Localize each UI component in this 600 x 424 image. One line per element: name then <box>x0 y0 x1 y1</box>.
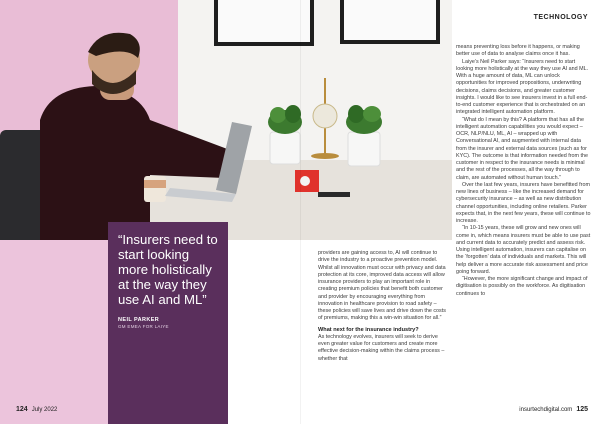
body-paragraph: providers are gaining access to, AI will continue to drive the industry to a proactive prevention model. Whilst all innovation must occur with privacy and data protection at its core, improved data access will allow insurance providers to play an important role in creating premium policies that benefit both customer and provider by encouraging everything from innovation in healthcare provision to road safety – these policies will save lives and drive down the costs of premiums, making this a win-win situation for all.” <box>318 250 446 322</box>
plant-right-icon <box>346 105 382 166</box>
article-column-middle <box>318 250 446 363</box>
body-paragraph: “However, the more significant change and impact of digitisation is possibly on the workforce. As digitisation continues to <box>456 276 588 297</box>
page-number-right: 125 <box>576 406 588 413</box>
hero-photo <box>0 0 452 240</box>
body-paragraph: Over the last few years, insurers have benefitted from new lines of business – like the increased demand for cybersecurity insurance – as well as new distribution channel opportunities, including online retailers. Parker expects that, in the next few years, these will continue to increase. <box>456 181 591 224</box>
page-gutter <box>300 0 301 424</box>
body-paragraph: As technology evolves, insurers will seek to derive even greater value for customers and create more effective decision-making within the claims process – whether that <box>318 333 445 362</box>
issue-date: July 2022 <box>31 407 58 413</box>
section-label: TECHNOLOGY <box>533 14 588 21</box>
lamp-icon <box>311 78 339 159</box>
body-paragraph: “In 10-15 years, these will grow and new ones will come in, which means insurers must be able to use past and current data to accurately predict and assess risk. Using intelligent automation, insurers can capitalise on the ‘forgotten’ data of individuals and markets. This will help deliver a more accurate risk assessment and price going forward. <box>456 225 591 275</box>
photo-scene <box>0 0 452 240</box>
pull-quote-role: GM EMEA FOR LAIYE <box>118 324 169 329</box>
body-paragraph: “What do I mean by this? A platform that has all the intelligent automation capabilities you would expect – OCR, NLP/NLU, ML, AI – wrapped up with Conversational AI, and augmented with internal data from the insurer and external data sources (such as for KYC). The outcome is that information needed from the customer in respect to the insurance needs is minimal and the rest of the processes, all the way through to claim, are automated without human touch.” <box>456 116 589 181</box>
power-cube-icon <box>295 170 350 197</box>
folio-right <box>519 406 588 413</box>
plant-left-icon <box>268 105 302 164</box>
pull-quote-box <box>108 222 228 424</box>
folio-left <box>16 406 57 413</box>
site-name: insurtechdigital.com <box>519 407 573 413</box>
person-at-laptop <box>40 33 230 240</box>
article-column-right <box>456 44 592 298</box>
subheading: What next for the insurance industry? <box>318 326 419 333</box>
page-number-left: 124 <box>16 406 28 413</box>
body-paragraph: means preventing loss before it happens, or making better use of data to analyse claims once it has. <box>456 44 580 58</box>
body-paragraph: Laiye’s Neil Parker says: “Insurers need to start looking more holistically at the way they use AI and ML. With a huge amount of data, ML can unlock opportunities for improved propositions, underwriting decisions, claims decisions, and greater customer insights. I would like to see insurers invest in a full end-to-end customer experience that is orchestrated on an integrated intelligent automation platform. <box>456 58 589 116</box>
pull-quote-author: NEIL PARKER <box>118 317 160 323</box>
pull-quote-text: “Insurers need to start looking more holistically at the way they use AI and ML” <box>118 232 218 307</box>
